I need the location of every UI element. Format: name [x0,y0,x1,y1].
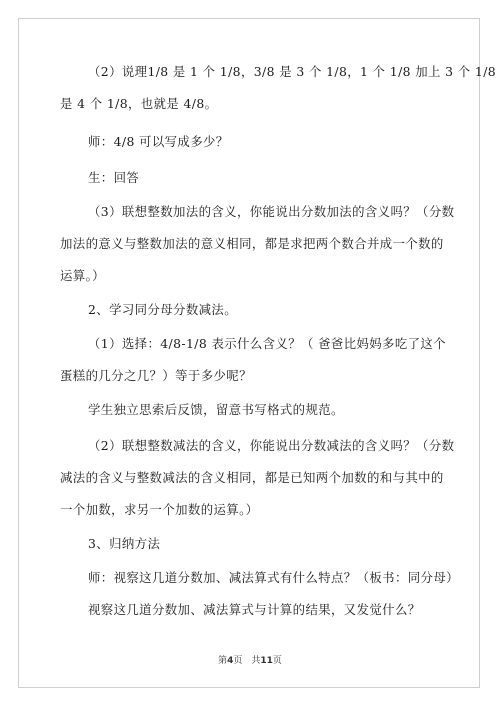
paragraph-line: 视察这几道分数加、减法算式与计算的结果，又发觉什么？ [88,602,421,617]
section-heading: 3、归纳方法 [88,536,161,551]
paragraph-line: 学生独立思索后反馈，留意书写格式的规范。 [88,402,344,417]
paragraph-line: （2）说理1/8 是 1 个 1/8，3/8 是 3 个 1/8，1 个 1/8 加上 3 个 1/8 [88,64,497,79]
footer-prefix: 第 [218,656,228,666]
paragraph-line: 加法的意义与整数加法的意义相同，都是求把两个数合并成一个数的 [60,236,444,251]
footer-total-pages: 11 [260,656,273,666]
paragraph-line: 减法的含义与整数减法的含义相同，都是已知两个加数的和与其中的 [60,470,444,485]
paragraph-line: 师：4/8 可以写成多少？ [88,134,229,149]
footer-middle: 页 共 [233,656,261,666]
paragraph-line: （3）联想整数加法的含义，你能说出分数加法的含义吗？（分数 [88,204,455,219]
section-heading: 2、学习同分母分数减法。 [88,302,237,317]
paragraph-line: 蛋糕的几分之几？）等于多少呢？ [60,368,252,383]
page-footer [0,653,500,666]
page-border [18,18,480,688]
paragraph-line: 一个加数，求另一个加数的运算。） [60,502,259,517]
paragraph-line: （2）联想整数减法的含义，你能说出分数减法的含义吗？（分数 [88,438,455,453]
footer-suffix: 页 [272,656,282,666]
paragraph-line: 师：视察这几道分数加、减法算式有什么特点？（板书：同分母） [88,570,459,585]
paragraph-line: 生：回答 [88,170,140,185]
paragraph-line: 运算。） [60,268,105,283]
footer-page-number: 4 [227,656,234,666]
paragraph-line: （1）选择：4/8-1/8 表示什么含义？（ 爸爸比妈妈多吃了这个 [88,336,447,351]
paragraph-line: 是 4 个 1/8，也就是 4/8。 [60,96,218,111]
